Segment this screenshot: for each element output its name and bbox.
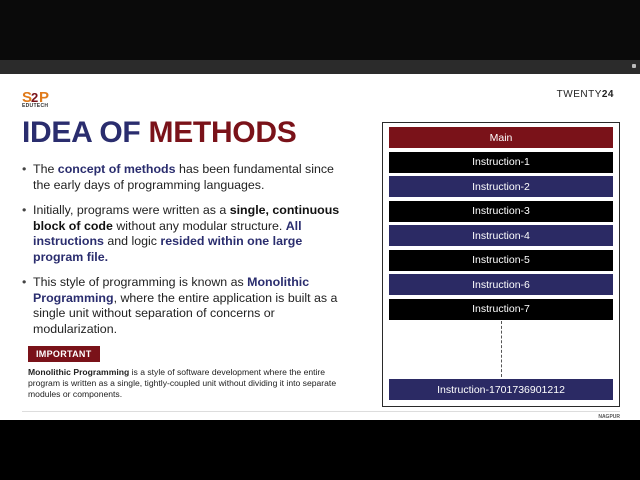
- block-instruction-5: Instruction-5: [389, 250, 613, 271]
- bullet-item-1: • The concept of methods has been fundamental since the early days of programming languages.: [22, 162, 352, 193]
- brand-label: TWENTY24: [556, 89, 614, 100]
- continuation-dashed-line: [501, 321, 502, 377]
- block-instruction-6: Instruction-6: [389, 274, 613, 295]
- block-instruction-1: Instruction-1: [389, 152, 613, 173]
- block-instruction-7: Instruction-7: [389, 299, 613, 320]
- svg-text:S: S: [22, 89, 33, 106]
- svg-text:2: 2: [31, 90, 39, 105]
- video-toolbar-strip: [0, 60, 640, 74]
- logo-subtext: EDUTECH: [22, 103, 49, 109]
- footer-location: NAGPUR: [598, 414, 620, 420]
- important-text: Monolithic Programming is a style of software development where the entire program is written as a single, tightly-coupled unit without dividing it into separate modules or components.: [28, 367, 337, 399]
- bullet-item-2: • Initially, programs were written as a single, continuous block of code without any modular structure. All instructions and logic resided within one large program file.: [22, 203, 352, 265]
- bullet-item-3: • This style of programming is known as Monolithic Programming, where the entire application is built as a single unit without separation of concerns or modularization.: [22, 275, 352, 337]
- important-badge: IMPORTANT: [28, 346, 100, 362]
- presentation-slide: [0, 74, 640, 420]
- slide-title: IDEA OF METHODS: [22, 116, 297, 149]
- menu-dot-icon[interactable]: [632, 64, 636, 68]
- svg-text:P: P: [39, 89, 50, 106]
- monolithic-diagram: [382, 122, 620, 407]
- block-instruction-2: Instruction-2: [389, 176, 613, 197]
- block-instruction-3: Instruction-3: [389, 201, 613, 222]
- block-instruction-last: Instruction-1701736901212: [389, 379, 613, 400]
- footer-divider: [22, 411, 620, 412]
- block-instruction-4: Instruction-4: [389, 225, 613, 246]
- bullet-list: [22, 162, 352, 347]
- block-main: Main: [389, 127, 613, 148]
- video-top-area: [0, 0, 640, 62]
